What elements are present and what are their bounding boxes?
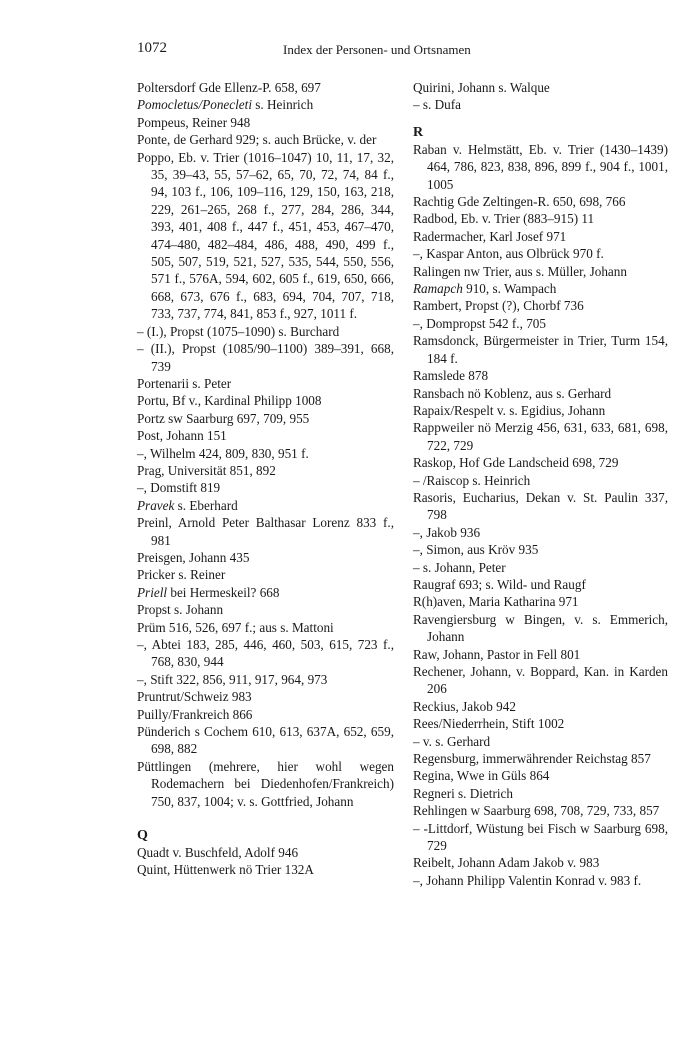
index-entry (413, 663, 668, 698)
index-entry-text: Rehlingen w Saarburg 698, 708, 729, 733, 857 (413, 803, 660, 819)
index-entry (413, 297, 668, 314)
index-entry (137, 392, 394, 409)
index-entry (413, 750, 668, 767)
index-entry (137, 427, 394, 444)
index-entry-text: Radermacher, Karl Josef 971 (413, 228, 567, 244)
index-entry-text: Raskop, Hof Gde Landscheid 698, 729 (413, 455, 619, 471)
index-entry-text: –, Domstift 819 (137, 480, 221, 496)
index-entry-text: Raw, Johann, Pastor in Fell 801 (413, 646, 581, 662)
index-entry-text: Portz sw Saarburg 697, 709, 955 (137, 410, 310, 426)
index-entry-text: R(h)aven, Maria Katharina 971 (413, 594, 579, 610)
index-entry (413, 79, 668, 96)
index-entry (413, 733, 668, 750)
index-entry (137, 549, 394, 566)
index-column-right (413, 79, 668, 889)
index-entry (413, 332, 668, 367)
index-entry-text: Ramsdonck, Bürgermeister in Trier, Turm 154, 184 f. (413, 333, 668, 366)
index-entry-text: – (II.), Propst (1085/90–1100) 389–391, 668, 739 (137, 341, 394, 374)
index-entry-text: – /Raiscop s. Heinrich (413, 472, 531, 488)
index-entry (413, 715, 668, 732)
index-entry-text: –, Stift 322, 856, 911, 917, 964, 973 (137, 671, 328, 687)
index-entry (137, 844, 394, 861)
index-entry-text: s. Heinrich (252, 97, 314, 113)
index-entry-text: Regensburg, immerwährender Reichstag 857 (413, 751, 651, 767)
index-entry (137, 131, 394, 148)
index-entry (413, 559, 668, 576)
index-entry (137, 323, 394, 340)
entries-q-continued (413, 79, 668, 114)
index-entry (137, 723, 394, 758)
index-entry (137, 497, 394, 514)
index-entry (137, 514, 394, 549)
index-entry (413, 228, 668, 245)
index-entry-text: Prag, Universität 851, 892 (137, 462, 276, 478)
index-entry (137, 619, 394, 636)
index-entry (413, 472, 668, 489)
index-entry-text: –, Dompropst 542 f., 705 (413, 315, 546, 331)
index-entry (413, 611, 668, 646)
index-entry-text: –, Wilhelm 424, 809, 830, 951 f. (137, 445, 309, 461)
index-entry-text: Preisgen, Johann 435 (137, 549, 250, 565)
index-entry (137, 861, 394, 878)
index-entry-text: Raban v. Helmstätt, Eb. v. Trier (1430–1439) 464, 786, 823, 838, 896, 899 f., 904 f., 1001, 1005 (413, 141, 668, 192)
index-entry (413, 646, 668, 663)
index-entry (413, 785, 668, 802)
index-entry (137, 566, 394, 583)
running-head: Index der Personen- und Ortsnamen (283, 42, 471, 57)
index-entry (137, 688, 394, 705)
index-entry (137, 149, 394, 323)
index-entry (413, 767, 668, 784)
index-entry-text: – v. s. Gerhard (413, 733, 491, 749)
index-entry-text: Rees/Niederrhein, Stift 1002 (413, 716, 565, 732)
index-entry (413, 698, 668, 715)
index-entry-text: –, Johann Philipp Valentin Konrad v. 983 f. (413, 872, 642, 888)
index-entry (413, 96, 668, 113)
index-entry (137, 462, 394, 479)
index-entry-text: Ransbach nö Koblenz, aus s. Gerhard (413, 385, 612, 401)
index-entry (137, 79, 394, 96)
index-entry-text: – -Littdorf, Wüstung bei Fisch w Saarburg 698, 729 (413, 820, 668, 854)
index-entry-text: Pruntrut/Schweiz 983 (137, 689, 252, 705)
index-entry-text: Rasoris, Eucharius, Dekan v. St. Paulin 337, 798 (413, 489, 668, 523)
index-entry-text: Ralingen nw Trier, aus s. Müller, Johann (413, 263, 627, 279)
index-entry-text: –, Simon, aus Kröv 935 (413, 542, 539, 558)
index-entry (413, 854, 668, 871)
index-entry-text: Puilly/Frankreich 866 (137, 706, 253, 722)
index-entry-text: Quint, Hüttenwerk nö Trier 132A (137, 862, 314, 878)
index-entry-text: Pricker s. Reiner (137, 567, 226, 583)
index-entry (137, 584, 394, 601)
index-entry (413, 367, 668, 384)
index-entry (413, 263, 668, 280)
index-entry (413, 193, 668, 210)
index-entry-text: Portu, Bf v., Kardinal Philipp 1008 (137, 393, 322, 409)
index-entry-text: Pompeus, Reiner 948 (137, 114, 251, 130)
index-entry-text: –, Kaspar Anton, aus Olbrück 970 f. (413, 246, 604, 262)
index-entry-text: Quirini, Johann s. Walque (413, 80, 550, 95)
index-entry (137, 114, 394, 131)
section-letter-r: R (413, 124, 424, 140)
index-entry-text: Ravengiersburg w Bingen, v. s. Emmerich, Johann (413, 611, 668, 645)
index-entry-text: – s. Dufa (413, 97, 461, 113)
index-entry-text: Rappweiler nö Merzig 456, 631, 633, 681, 698, 722, 729 (413, 420, 668, 453)
index-entry-text: Rapaix/Respelt v. s. Egidius, Johann (413, 402, 606, 418)
index-entry-text: – s. Johann, Peter (413, 559, 506, 575)
index-entry-text: Pünderich s Cochem 610, 613, 637A, 652, 659, 698, 882 (137, 724, 394, 757)
index-entry (137, 96, 394, 113)
index-entry (137, 601, 394, 618)
section-letter-q: Q (137, 828, 148, 844)
index-entry (413, 419, 668, 454)
index-entry-text: Radbod, Eb. v. Trier (883–915) 11 (413, 211, 595, 227)
index-entry-text: Prüm 516, 526, 697 f.; aus s. Mattoni (137, 619, 334, 635)
index-entry-italic-term: Ramapch (413, 281, 463, 297)
index-entry (413, 315, 668, 332)
index-entry-text: Post, Johann 151 (137, 428, 227, 444)
index-entry-text: Preinl, Arnold Peter Balthasar Lorenz 833 f., 981 (137, 515, 394, 548)
index-entry (137, 479, 394, 496)
index-entry (137, 636, 394, 671)
index-entry-text: 910, s. Wampach (462, 281, 557, 297)
entries-r (413, 141, 668, 889)
index-column-left (137, 79, 394, 879)
index-entry (413, 210, 668, 227)
index-entry (413, 576, 668, 593)
index-entry-text: – (I.), Propst (1075–1090) s. Burchard (137, 323, 340, 339)
index-entry (413, 245, 668, 262)
index-entry-text: Rechener, Johann, v. Boppard, Kan. in Karden 206 (413, 664, 668, 697)
index-entry (413, 872, 668, 889)
index-entry (413, 402, 668, 419)
entries-q (137, 844, 394, 879)
index-entry-italic-term: Priell (137, 584, 168, 600)
index-entry-text: Reibelt, Johann Adam Jakob v. 983 (413, 855, 600, 871)
index-entry-text: Raugraf 693; s. Wild- und Raugf (413, 576, 586, 592)
index-entry (137, 445, 394, 462)
index-entry-italic-term: Pomocletus/Ponecleti (137, 97, 252, 113)
index-entry-text: Reckius, Jakob 942 (413, 698, 516, 714)
index-entry-text: Püttlingen (mehrere, hier wohl wegen Rodemachern bei Diedenhofen/Frankreich) 750, 837, 1004; v. s. Gottfried, Johann (137, 758, 394, 809)
index-entry (137, 758, 394, 810)
index-entry-text: Rachtig Gde Zeltingen-R. 650, 698, 766 (413, 194, 626, 210)
index-entry-text: Quadt v. Buschfeld, Adolf 946 (137, 845, 299, 861)
entries-p (137, 79, 394, 810)
index-entry-text: –, Jakob 936 (413, 524, 481, 540)
index-entry-text: –, Abtei 183, 285, 446, 460, 503, 615, 723 f., 768, 830, 944 (137, 637, 394, 670)
index-entry (413, 802, 668, 819)
index-entry (137, 706, 394, 723)
index-entry-text: Regina, Wwe in Güls 864 (413, 768, 550, 784)
index-entry-text: Rambert, Propst (?), Chorbf 736 (413, 298, 584, 314)
index-entry (413, 489, 668, 524)
page-number: 1072 (137, 40, 167, 56)
index-entry-text: bei Hermeskeil? 668 (167, 584, 280, 600)
index-entry (413, 454, 668, 471)
index-entry (137, 671, 394, 688)
index-entry-text: Ramslede 878 (413, 368, 489, 384)
index-entry (413, 541, 668, 558)
index-entry (413, 385, 668, 402)
index-entry (413, 280, 668, 297)
index-entry (137, 410, 394, 427)
index-entry-text: Ponte, de Gerhard 929; s. auch Brücke, v. der (137, 132, 377, 148)
index-entry (413, 593, 668, 610)
index-entry (413, 820, 668, 855)
index-entry-text: Poltersdorf Gde Ellenz-P. 658, 697 (137, 80, 321, 95)
index-entry-italic-term: Pravek (137, 497, 175, 513)
index-entry-text: s. Eberhard (174, 497, 238, 513)
index-entry-text: Portenarii s. Peter (137, 375, 232, 391)
index-entry-text: Propst s. Johann (137, 602, 224, 618)
index-entry (137, 375, 394, 392)
index-entry (137, 340, 394, 375)
index-entry (413, 141, 668, 193)
index-entry-text: Poppo, Eb. v. Trier (1016–1047) 10, 11, 17, 32, 35, 39–43, 55, 57–62, 65, 70, 72, 74, 84 f., 94, 103 f., 106, 109–116, 129, 150, 163, 218, 229, 261–265, 268 f., 277, 284, 286, 344, 393, 401, 408 f., 447 f., 451, 453, 467–470, 474–480, 482–484, 486, 488, 490, 499 f., 505, 507, 519, 521, 527, 535, 544, 550, 556, 571 f., 576A, 594, 602, 605 f., 619, 650, 666, 668, 673, 676 f., 683, 694, 704, 707, 718, 733, 737, 774, 841, 853 f., 927, 1011 f. (137, 149, 394, 322)
index-entry (413, 524, 668, 541)
index-entry-text: Regneri s. Dietrich (413, 785, 513, 801)
